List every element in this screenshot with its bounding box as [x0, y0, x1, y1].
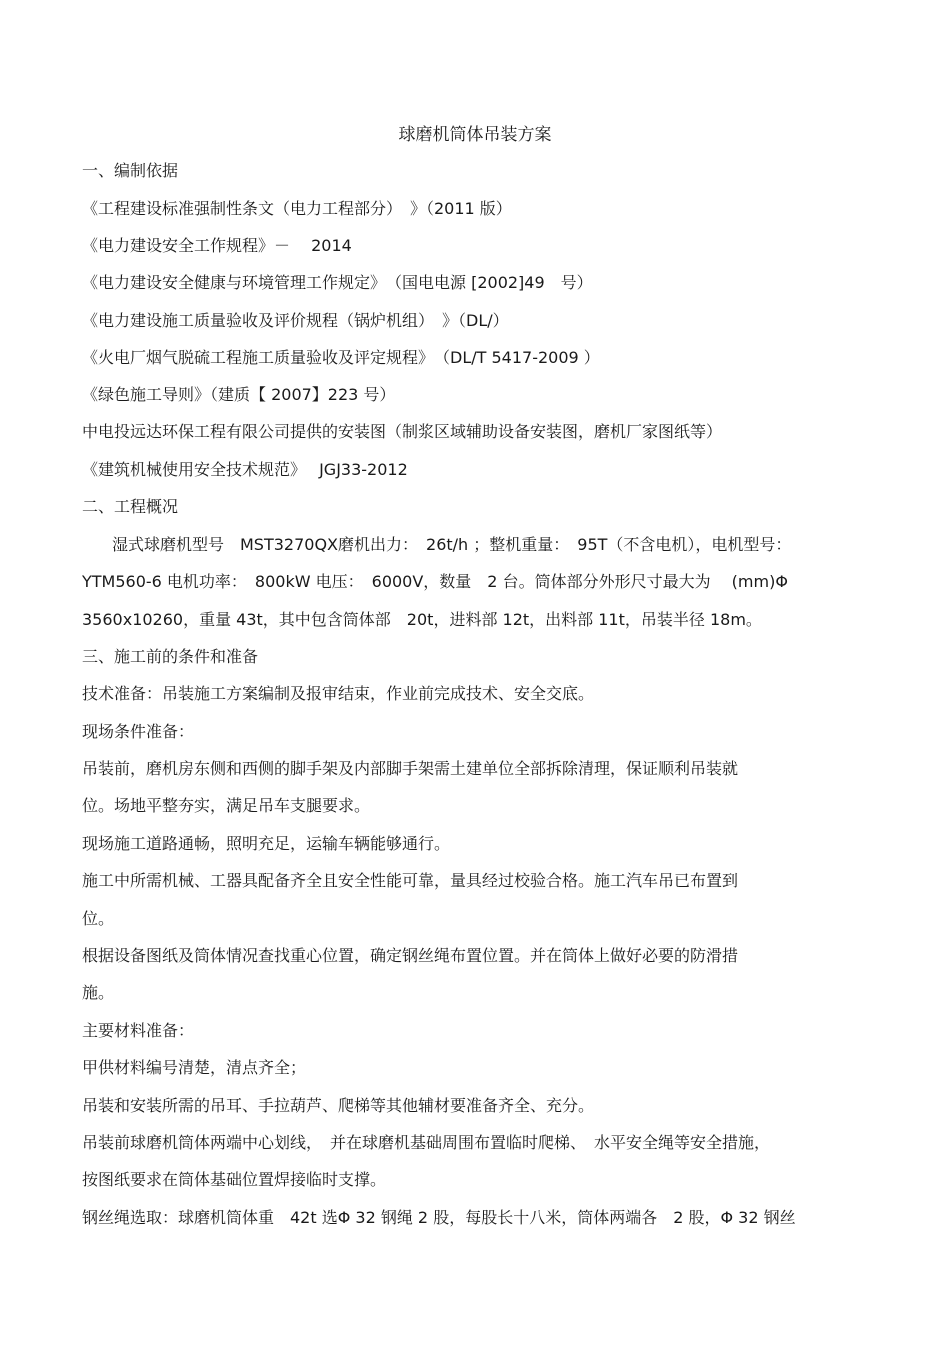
- reference-line: 《工程建设标准强制性条文（电力工程部分） 》（2011 版）: [82, 199, 512, 218]
- body-paragraph-line: 按图纸要求在筒体基础位置焊接临时支撑。: [82, 1170, 387, 1189]
- document-title: 球磨机筒体吊装方案: [398, 125, 552, 145]
- body-paragraph-line: 施。: [82, 983, 115, 1002]
- body-paragraph-line: 现场条件准备：: [82, 722, 195, 741]
- reference-line: 《绿色施工导则》（建质【 2007】223 号）: [82, 385, 396, 404]
- body-paragraph-line: YTM560-6 电机功率： 800kW 电压： 6000V，数量 2 台。筒体部分外形尺寸最大为 (mm)Φ: [82, 572, 788, 591]
- body-paragraph-line: 吊装前球磨机筒体两端中心划线， 并在球磨机基础周围布置临时爬梯、 水平安全绳等安全措施，: [82, 1133, 771, 1152]
- body-paragraph-line: 湿式球磨机型号 MST3270QX磨机出力： 26t/h ；整机重量： 95T（不含电机），电机型号：: [112, 535, 792, 554]
- body-paragraph-line: 吊装和安装所需的吊耳、手拉葫芦、爬梯等其他辅材要准备齐全、充分。: [82, 1096, 595, 1115]
- body-paragraph-line: 位。场地平整夯实，满足吊车支腿要求。: [82, 796, 371, 815]
- body-paragraph-line: 现场施工道路通畅，照明充足，运输车辆能够通行。: [82, 834, 451, 853]
- section-heading-overview: 二、工程概况: [82, 497, 179, 516]
- section-heading-basis: 一、编制依据: [82, 161, 179, 180]
- reference-line: 《建筑机械使用安全技术规范》 JGJ33-2012: [82, 460, 408, 479]
- body-paragraph-line: 位。: [82, 909, 115, 928]
- body-paragraph-line: 甲供材料编号清楚，清点齐全；: [82, 1058, 307, 1077]
- reference-line: 中电投远达环保工程有限公司提供的安装图（制浆区域辅助设备安装图，磨机厂家图纸等）: [82, 422, 723, 441]
- body-paragraph-line: 根据设备图纸及筒体情况查找重心位置，确定钢丝绳布置位置。并在筒体上做好必要的防滑措: [82, 946, 739, 965]
- body-paragraph-line: 主要材料准备：: [82, 1021, 195, 1040]
- reference-line: 《电力建设施工质量验收及评价规程（锅炉机组） 》（DL/）: [82, 311, 509, 330]
- reference-line: 《火电厂烟气脱硫工程施工质量验收及评定规程》 （DL/T 5417-2009 ）: [82, 348, 600, 367]
- body-paragraph-line: 3560x10260，重量 43t，其中包含筒体部 20t，进料部 12t，出料部 11t，吊装半径 18m。: [82, 610, 762, 629]
- body-paragraph-line: 钢丝绳选取：球磨机筒体重 42t 选Φ 32 钢绳 2 股，每股长十八米，筒体两端各 2 股，Φ 32 钢丝: [82, 1208, 796, 1227]
- body-paragraph-line: 吊装前，磨机房东侧和西侧的脚手架及内部脚手架需土建单位全部拆除清理，保证顺利吊装就: [82, 759, 739, 778]
- reference-line: 《电力建设安全健康与环境管理工作规定》 （国电电源 [2002]49 号）: [82, 273, 593, 292]
- body-paragraph-line: 施工中所需机械、工器具配备齐全且安全性能可靠，量具经过校验合格。施工汽车吊已布置到: [82, 871, 739, 890]
- body-paragraph-line: 技术准备：吊装施工方案编制及报审结束，作业前完成技术、安全交底。: [82, 684, 595, 703]
- section-heading-preparation: 三、施工前的条件和准备: [82, 647, 259, 666]
- reference-line: 《电力建设安全工作规程》－ 2014: [82, 236, 352, 255]
